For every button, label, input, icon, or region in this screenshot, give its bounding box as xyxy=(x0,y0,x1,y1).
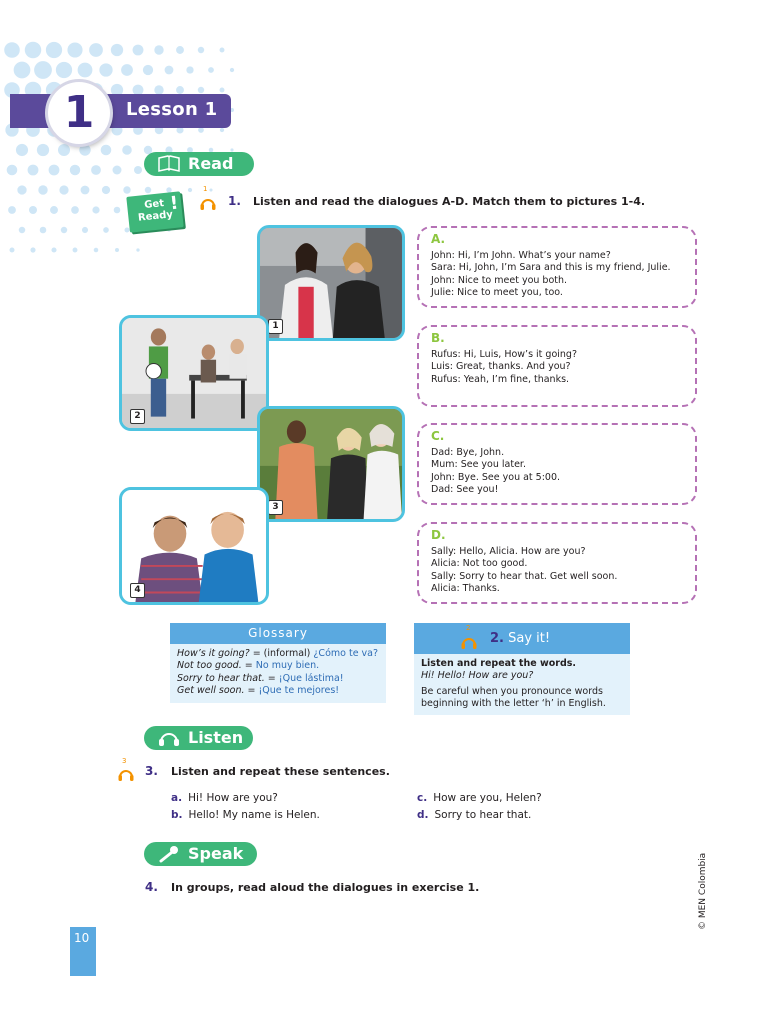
dialogue-c-letter: C. xyxy=(431,429,445,443)
get-ready-line1: Get xyxy=(143,198,165,212)
page-number: 10 xyxy=(70,927,96,976)
dialogue-b-letter: B. xyxy=(431,331,445,345)
picture-2 xyxy=(119,315,269,431)
read-label: Read xyxy=(188,154,234,173)
glossary-entry: Not too good. = No muy bien. xyxy=(177,660,320,672)
list-item: a. Hi! How are you? xyxy=(171,792,278,804)
lesson-number: 1 xyxy=(63,87,95,138)
picture-4-label: 4 xyxy=(130,583,145,598)
exercise-1-number: 1. xyxy=(228,194,241,208)
get-ready-line2: Ready xyxy=(137,209,174,224)
dialogue-line: Alicia: Thanks. xyxy=(431,583,500,594)
get-ready-badge xyxy=(126,191,183,232)
dialogue-line: Sally: Hello, Alicia. How are you? xyxy=(431,545,586,557)
picture-3 xyxy=(257,406,405,522)
exercise-3-instruction: Listen and repeat these sentences. xyxy=(171,765,390,778)
dialogue-c xyxy=(417,423,697,505)
exercise-4-number: 4. xyxy=(145,880,158,894)
microphone-icon xyxy=(158,845,180,863)
glossary-entry: Get well soon. = ¡Que te mejores! xyxy=(177,684,340,696)
audio-track-3: 3 xyxy=(122,757,127,765)
book-icon xyxy=(158,155,180,173)
say-it-note-1: Be careful when you pronounce words xyxy=(421,686,603,697)
list-item: b. Hello! My name is Helen. xyxy=(171,809,320,821)
copyright-text: © MEN Colombia xyxy=(698,852,708,930)
get-ready-mark: ! xyxy=(168,192,180,215)
dialogue-line: Dad: See you! xyxy=(431,484,499,495)
dialogue-line: Rufus: Hi, Luis, How’s it going? xyxy=(431,348,578,360)
dialogue-line: John: Hi, I’m John. What’s your name? xyxy=(431,249,611,261)
picture-3-label: 3 xyxy=(268,500,283,515)
exercise-3-number: 3. xyxy=(145,764,158,778)
dialogue-line: Sara: Hi, John, I’m Sara and this is my friend, Julie. xyxy=(431,262,671,273)
dialogue-b xyxy=(417,325,697,407)
say-it-instruction: Listen and repeat the words. xyxy=(421,658,577,669)
picture-4 xyxy=(119,487,269,605)
list-item: c. How are you, Helen? xyxy=(417,792,542,804)
picture-1 xyxy=(257,225,405,341)
dialogue-line: John: Nice to meet you both. xyxy=(431,274,568,286)
listen-section-header xyxy=(144,726,253,750)
headphones-icon[interactable] xyxy=(117,766,135,782)
dialogue-a-letter: A. xyxy=(431,232,446,246)
lesson-title: Lesson 1 xyxy=(126,99,218,120)
dialogue-line: Alicia: Not too good. xyxy=(431,558,528,569)
say-it-box xyxy=(414,623,630,715)
say-it-words: Hi! Hello! How are you? xyxy=(421,670,534,681)
audio-track-2: 2 xyxy=(466,624,471,632)
headphones-icon[interactable] xyxy=(460,634,478,650)
glossary-entry: How’s it going? = (informal) ¿Cómo te va? xyxy=(177,648,379,659)
dialogue-line: Mum: See you later. xyxy=(431,459,526,470)
dialogue-d-letter: D. xyxy=(431,528,446,542)
dialogue-line: Rufus: Yeah, I’m fine, thanks. xyxy=(431,373,570,385)
dialogue-a xyxy=(417,226,697,308)
say-it-note-2: beginning with the letter ‘h’ in English. xyxy=(421,698,606,709)
speak-section-header xyxy=(144,842,257,866)
glossary-box xyxy=(170,623,386,703)
dialogue-line: John: Bye. See you at 5:00. xyxy=(431,471,561,483)
audio-track-1: 1 xyxy=(203,185,208,193)
glossary-entry: Sorry to hear that. = ¡Que lástima! xyxy=(177,672,344,684)
glossary-title: Glossary xyxy=(170,623,386,644)
picture-1-label: 1 xyxy=(268,319,283,334)
headphones-icon[interactable] xyxy=(199,195,217,211)
dialogue-d xyxy=(417,522,697,604)
dialogue-line: Luis: Great, thanks. And you? xyxy=(431,361,571,372)
dialogue-line: Dad: Bye, John. xyxy=(431,446,505,458)
picture-2-label: 2 xyxy=(130,409,145,424)
speak-label: Speak xyxy=(188,844,244,863)
exercise-4-instruction: In groups, read aloud the dialogues in exercise 1. xyxy=(171,881,480,894)
list-item: d. Sorry to hear that. xyxy=(417,809,532,821)
dialogue-line: Julie: Nice to meet you, too. xyxy=(431,287,563,298)
read-section-header xyxy=(144,152,254,176)
exercise-1-instruction: Listen and read the dialogues A-D. Match them to pictures 1-4. xyxy=(253,195,646,208)
headphones-icon xyxy=(158,729,180,747)
dialogue-line: Sally: Sorry to hear that. Get well soon. xyxy=(431,570,618,582)
say-it-header xyxy=(414,623,630,654)
listen-label: Listen xyxy=(188,728,244,747)
say-it-title: 2. Say it! xyxy=(490,631,551,646)
